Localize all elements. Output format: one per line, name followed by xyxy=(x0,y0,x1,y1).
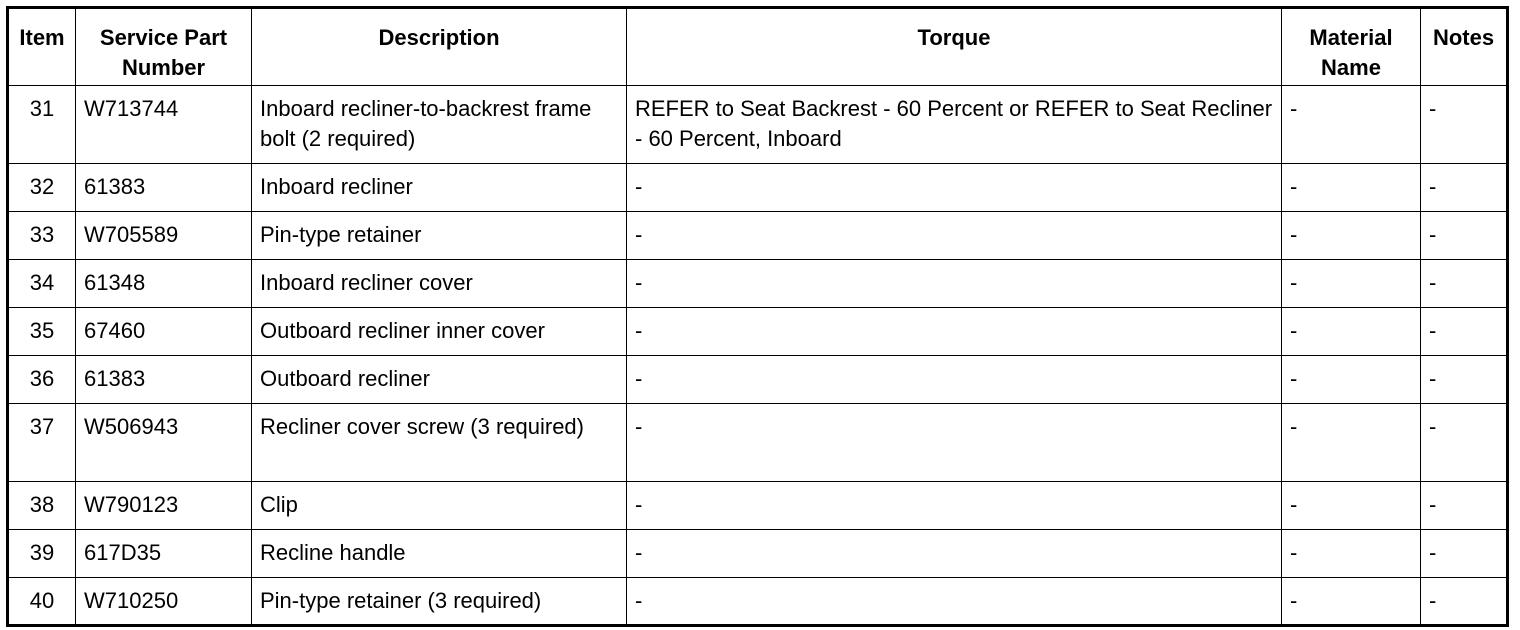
cell-description: Recline handle xyxy=(252,530,627,578)
cell-description: Outboard recliner inner cover xyxy=(252,308,627,356)
cell-part-number: W705589 xyxy=(76,212,252,260)
cell-material: - xyxy=(1282,212,1421,260)
cell-description: Outboard recliner xyxy=(252,356,627,404)
cell-part-number: 617D35 xyxy=(76,530,252,578)
cell-material: - xyxy=(1282,578,1421,626)
cell-description: Pin-type retainer xyxy=(252,212,627,260)
cell-notes: - xyxy=(1421,356,1508,404)
cell-description: Clip xyxy=(252,482,627,530)
parts-table xyxy=(6,6,1509,627)
cell-notes: - xyxy=(1421,404,1508,482)
cell-description: Inboard recliner-to-backrest frame bolt (2 required) xyxy=(252,86,627,164)
cell-torque: - xyxy=(627,260,1282,308)
cell-item: 31 xyxy=(8,86,76,164)
cell-material: - xyxy=(1282,86,1421,164)
cell-item: 39 xyxy=(8,530,76,578)
table-row xyxy=(8,164,1508,212)
header-notes: Notes xyxy=(1421,8,1508,86)
cell-item: 34 xyxy=(8,260,76,308)
cell-notes: - xyxy=(1421,482,1508,530)
table-row xyxy=(8,530,1508,578)
table-row xyxy=(8,404,1508,482)
table-row xyxy=(8,212,1508,260)
cell-part-number: W710250 xyxy=(76,578,252,626)
cell-part-number: W790123 xyxy=(76,482,252,530)
header-service-part-number: Service Part Number xyxy=(76,8,252,86)
cell-torque: - xyxy=(627,164,1282,212)
cell-notes: - xyxy=(1421,578,1508,626)
cell-torque: - xyxy=(627,356,1282,404)
cell-item: 32 xyxy=(8,164,76,212)
cell-torque: - xyxy=(627,482,1282,530)
cell-item: 38 xyxy=(8,482,76,530)
header-item: Item xyxy=(8,8,76,86)
cell-description: Recliner cover screw (3 required) xyxy=(252,404,627,482)
table-row xyxy=(8,308,1508,356)
cell-notes: - xyxy=(1421,86,1508,164)
cell-material: - xyxy=(1282,404,1421,482)
cell-part-number: W713744 xyxy=(76,86,252,164)
cell-torque: REFER to Seat Backrest - 60 Percent or REFER to Seat Recliner - 60 Percent, Inboard xyxy=(627,86,1282,164)
cell-material: - xyxy=(1282,356,1421,404)
cell-part-number: 61348 xyxy=(76,260,252,308)
cell-material: - xyxy=(1282,164,1421,212)
table-row xyxy=(8,260,1508,308)
cell-torque: - xyxy=(627,404,1282,482)
cell-material: - xyxy=(1282,530,1421,578)
cell-description: Pin-type retainer (3 required) xyxy=(252,578,627,626)
cell-notes: - xyxy=(1421,260,1508,308)
header-row xyxy=(8,8,1508,86)
cell-material: - xyxy=(1282,482,1421,530)
header-material-name: Material Name xyxy=(1282,8,1421,86)
table-row xyxy=(8,356,1508,404)
cell-description: Inboard recliner xyxy=(252,164,627,212)
table-row xyxy=(8,482,1508,530)
cell-item: 40 xyxy=(8,578,76,626)
cell-notes: - xyxy=(1421,308,1508,356)
cell-item: 37 xyxy=(8,404,76,482)
cell-notes: - xyxy=(1421,212,1508,260)
table-row xyxy=(8,86,1508,164)
cell-torque: - xyxy=(627,212,1282,260)
cell-part-number: 61383 xyxy=(76,356,252,404)
cell-torque: - xyxy=(627,530,1282,578)
header-description: Description xyxy=(252,8,627,86)
cell-notes: - xyxy=(1421,164,1508,212)
cell-material: - xyxy=(1282,308,1421,356)
cell-notes: - xyxy=(1421,530,1508,578)
cell-part-number: 61383 xyxy=(76,164,252,212)
cell-item: 33 xyxy=(8,212,76,260)
cell-part-number: W506943 xyxy=(76,404,252,482)
cell-torque: - xyxy=(627,308,1282,356)
header-torque: Torque xyxy=(627,8,1282,86)
cell-material: - xyxy=(1282,260,1421,308)
cell-part-number: 67460 xyxy=(76,308,252,356)
cell-description: Inboard recliner cover xyxy=(252,260,627,308)
cell-item: 36 xyxy=(8,356,76,404)
table-row xyxy=(8,578,1508,626)
cell-item: 35 xyxy=(8,308,76,356)
cell-torque: - xyxy=(627,578,1282,626)
